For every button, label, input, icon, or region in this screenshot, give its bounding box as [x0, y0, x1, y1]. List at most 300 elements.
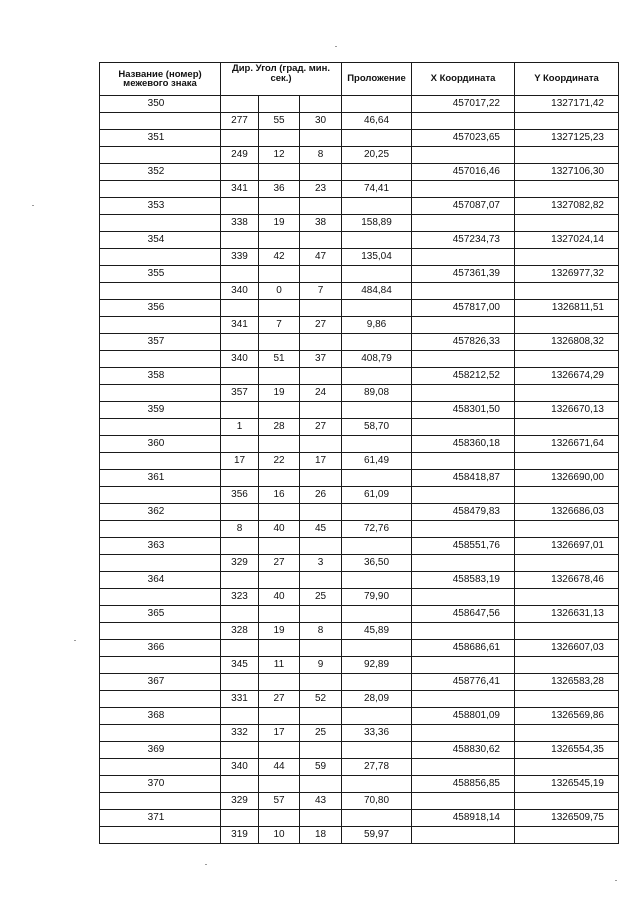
angle-min-cell: [259, 402, 300, 419]
table-row: [100, 181, 619, 198]
angle-min-cell: [259, 504, 300, 521]
point-name-cell: [100, 521, 221, 538]
table-row: [100, 810, 619, 827]
x-coordinate-cell: [412, 589, 515, 606]
angle-deg-cell: [221, 436, 259, 453]
angle-min-cell: [259, 776, 300, 793]
point-name: 356: [100, 300, 221, 317]
point-name: 360: [100, 436, 221, 453]
angle-sec-cell: [300, 504, 342, 521]
y-coordinate-cell: [515, 521, 619, 538]
angle-seconds: 23: [300, 181, 342, 198]
x-coordinate-cell: [412, 725, 515, 742]
point-name: 362: [100, 504, 221, 521]
angle-deg-cell: [221, 402, 259, 419]
y-coordinate: 1326545,19: [515, 776, 619, 793]
y-coordinate-cell: [515, 351, 619, 368]
table-row: [100, 385, 619, 402]
angle-sec-cell: [300, 300, 342, 317]
distance-cell: [342, 504, 412, 521]
table-row: [100, 572, 619, 589]
angle-min-cell: [259, 300, 300, 317]
angle-min-cell: [259, 96, 300, 113]
y-coordinate: 1326671,64: [515, 436, 619, 453]
x-coordinate: 457826,33: [412, 334, 515, 351]
angle-minutes: 11: [259, 657, 300, 674]
x-coordinate: 458360,18: [412, 436, 515, 453]
y-coordinate-cell: [515, 147, 619, 164]
table-row: [100, 657, 619, 674]
table-row: [100, 640, 619, 657]
point-name: 355: [100, 266, 221, 283]
x-coordinate: 458686,61: [412, 640, 515, 657]
angle-seconds: 52: [300, 691, 342, 708]
angle-minutes: 40: [259, 589, 300, 606]
angle-sec-cell: [300, 164, 342, 181]
distance: 33,36: [342, 725, 412, 742]
angle-seconds: 3: [300, 555, 342, 572]
distance-cell: [342, 708, 412, 725]
angle-deg-cell: [221, 130, 259, 147]
table-row: [100, 827, 619, 844]
angle-min-cell: [259, 334, 300, 351]
distance: 59,97: [342, 827, 412, 844]
distance: 79,90: [342, 589, 412, 606]
y-coordinate-cell: [515, 555, 619, 572]
angle-seconds: 38: [300, 215, 342, 232]
table-row: [100, 249, 619, 266]
angle-deg-cell: [221, 810, 259, 827]
angle-deg-cell: [221, 640, 259, 657]
x-coordinate: 458801,09: [412, 708, 515, 725]
table-row: [100, 113, 619, 130]
y-coordinate: 1327125,23: [515, 130, 619, 147]
angle-minutes: 19: [259, 385, 300, 402]
table-row: [100, 759, 619, 776]
angle-min-cell: [259, 436, 300, 453]
angle-sec-cell: [300, 96, 342, 113]
angle-degrees: 345: [221, 657, 259, 674]
angle-seconds: 59: [300, 759, 342, 776]
point-name-cell: [100, 691, 221, 708]
angle-seconds: 25: [300, 589, 342, 606]
point-name-cell: [100, 385, 221, 402]
angle-deg-cell: [221, 538, 259, 555]
distance-cell: [342, 674, 412, 691]
table-row: [100, 198, 619, 215]
angle-seconds: 9: [300, 657, 342, 674]
angle-minutes: 44: [259, 759, 300, 776]
x-coordinate-cell: [412, 249, 515, 266]
distance: 89,08: [342, 385, 412, 402]
angle-min-cell: [259, 708, 300, 725]
angle-minutes: 19: [259, 215, 300, 232]
x-coordinate: 458418,87: [412, 470, 515, 487]
scan-speck: [32, 205, 34, 206]
angle-degrees: 329: [221, 793, 259, 810]
angle-minutes: 27: [259, 555, 300, 572]
table-row: [100, 504, 619, 521]
angle-sec-cell: [300, 436, 342, 453]
angle-deg-cell: [221, 164, 259, 181]
point-name: 357: [100, 334, 221, 351]
table-row: [100, 436, 619, 453]
table-row: [100, 742, 619, 759]
y-coordinate: 1326607,03: [515, 640, 619, 657]
angle-degrees: 341: [221, 317, 259, 334]
point-name: 359: [100, 402, 221, 419]
x-coordinate: 458918,14: [412, 810, 515, 827]
boundary-coordinates-table: [99, 62, 619, 844]
distance: 61,09: [342, 487, 412, 504]
header-distance: Проложение: [342, 63, 412, 96]
point-name-cell: [100, 351, 221, 368]
distance: 70,80: [342, 793, 412, 810]
angle-minutes: 10: [259, 827, 300, 844]
y-coordinate: 1326509,75: [515, 810, 619, 827]
point-name: 363: [100, 538, 221, 555]
table-body: [100, 96, 619, 844]
y-coordinate: 1326697,01: [515, 538, 619, 555]
point-name-cell: [100, 623, 221, 640]
angle-sec-cell: [300, 198, 342, 215]
angle-degrees: 357: [221, 385, 259, 402]
distance-cell: [342, 334, 412, 351]
angle-minutes: 42: [259, 249, 300, 266]
angle-deg-cell: [221, 334, 259, 351]
point-name-cell: [100, 181, 221, 198]
angle-sec-cell: [300, 334, 342, 351]
angle-degrees: 340: [221, 351, 259, 368]
x-coordinate-cell: [412, 181, 515, 198]
distance-cell: [342, 538, 412, 555]
point-name-cell: [100, 215, 221, 232]
angle-deg-cell: [221, 266, 259, 283]
angle-degrees: 340: [221, 759, 259, 776]
point-name-cell: [100, 555, 221, 572]
angle-deg-cell: [221, 708, 259, 725]
angle-sec-cell: [300, 368, 342, 385]
point-name: 366: [100, 640, 221, 657]
x-coordinate: 457016,46: [412, 164, 515, 181]
scan-speck: [335, 46, 337, 47]
angle-deg-cell: [221, 368, 259, 385]
x-coordinate-cell: [412, 793, 515, 810]
angle-deg-cell: [221, 572, 259, 589]
table-row: [100, 300, 619, 317]
distance: 72,76: [342, 521, 412, 538]
y-coordinate-cell: [515, 589, 619, 606]
point-name-cell: [100, 419, 221, 436]
angle-min-cell: [259, 810, 300, 827]
y-coordinate-cell: [515, 759, 619, 776]
angle-minutes: 17: [259, 725, 300, 742]
table-row: [100, 623, 619, 640]
x-coordinate-cell: [412, 691, 515, 708]
x-coordinate: 458830,62: [412, 742, 515, 759]
scan-speck: [615, 880, 617, 881]
distance-cell: [342, 300, 412, 317]
distance-cell: [342, 776, 412, 793]
angle-sec-cell: [300, 674, 342, 691]
angle-seconds: 37: [300, 351, 342, 368]
angle-seconds: 27: [300, 317, 342, 334]
angle-sec-cell: [300, 232, 342, 249]
angle-degrees: 328: [221, 623, 259, 640]
y-coordinate-cell: [515, 623, 619, 640]
angle-sec-cell: [300, 606, 342, 623]
angle-degrees: 319: [221, 827, 259, 844]
x-coordinate: 458212,52: [412, 368, 515, 385]
y-coordinate: 1326670,13: [515, 402, 619, 419]
point-name: 364: [100, 572, 221, 589]
table-row: [100, 691, 619, 708]
point-name-cell: [100, 725, 221, 742]
distance-cell: [342, 470, 412, 487]
y-coordinate: 1327106,30: [515, 164, 619, 181]
x-coordinate: 458583,19: [412, 572, 515, 589]
angle-min-cell: [259, 572, 300, 589]
angle-min-cell: [259, 164, 300, 181]
angle-sec-cell: [300, 810, 342, 827]
table-row: [100, 487, 619, 504]
angle-seconds: 24: [300, 385, 342, 402]
angle-degrees: 277: [221, 113, 259, 130]
angle-minutes: 27: [259, 691, 300, 708]
distance: 135,04: [342, 249, 412, 266]
distance-cell: [342, 164, 412, 181]
y-coordinate: 1326678,46: [515, 572, 619, 589]
x-coordinate: 457817,00: [412, 300, 515, 317]
distance-cell: [342, 810, 412, 827]
angle-seconds: 47: [300, 249, 342, 266]
y-coordinate-cell: [515, 827, 619, 844]
header-row: [100, 63, 619, 96]
angle-seconds: 43: [300, 793, 342, 810]
point-name: 361: [100, 470, 221, 487]
angle-seconds: 25: [300, 725, 342, 742]
table-row: [100, 606, 619, 623]
angle-minutes: 12: [259, 147, 300, 164]
angle-deg-cell: [221, 742, 259, 759]
point-name-cell: [100, 113, 221, 130]
header-mark-name: Название (номер) межевого знака: [100, 63, 221, 96]
angle-minutes: 57: [259, 793, 300, 810]
angle-degrees: 339: [221, 249, 259, 266]
angle-degrees: 329: [221, 555, 259, 572]
angle-sec-cell: [300, 538, 342, 555]
table-row: [100, 419, 619, 436]
distance: 158,89: [342, 215, 412, 232]
angle-seconds: 30: [300, 113, 342, 130]
angle-minutes: 22: [259, 453, 300, 470]
angle-min-cell: [259, 232, 300, 249]
angle-degrees: 340: [221, 283, 259, 300]
y-coordinate-cell: [515, 419, 619, 436]
table-row: [100, 232, 619, 249]
angle-sec-cell: [300, 776, 342, 793]
distance: 408,79: [342, 351, 412, 368]
x-coordinate-cell: [412, 351, 515, 368]
angle-min-cell: [259, 538, 300, 555]
point-name-cell: [100, 487, 221, 504]
angle-minutes: 19: [259, 623, 300, 640]
angle-seconds: 7: [300, 283, 342, 300]
y-coordinate-cell: [515, 113, 619, 130]
point-name-cell: [100, 317, 221, 334]
x-coordinate: 457023,65: [412, 130, 515, 147]
y-coordinate-cell: [515, 181, 619, 198]
angle-degrees: 8: [221, 521, 259, 538]
x-coordinate-cell: [412, 487, 515, 504]
scan-speck: [74, 640, 76, 641]
y-coordinate: 1326808,32: [515, 334, 619, 351]
x-coordinate: 458776,41: [412, 674, 515, 691]
distance: 36,50: [342, 555, 412, 572]
distance: 28,09: [342, 691, 412, 708]
distance: 484,84: [342, 283, 412, 300]
y-coordinate: 1326977,32: [515, 266, 619, 283]
table-row: [100, 708, 619, 725]
angle-deg-cell: [221, 776, 259, 793]
point-name-cell: [100, 147, 221, 164]
angle-deg-cell: [221, 232, 259, 249]
point-name: 354: [100, 232, 221, 249]
angle-deg-cell: [221, 300, 259, 317]
angle-sec-cell: [300, 266, 342, 283]
angle-sec-cell: [300, 742, 342, 759]
angle-degrees: 332: [221, 725, 259, 742]
y-coordinate-cell: [515, 385, 619, 402]
y-coordinate-cell: [515, 657, 619, 674]
point-name: 369: [100, 742, 221, 759]
header-dir-angle: Дир. Угол (град. мин. сек.): [221, 63, 342, 96]
angle-min-cell: [259, 742, 300, 759]
y-coordinate-cell: [515, 725, 619, 742]
y-coordinate: 1326674,29: [515, 368, 619, 385]
table-row: [100, 776, 619, 793]
point-name: 368: [100, 708, 221, 725]
x-coordinate: 458301,50: [412, 402, 515, 419]
angle-minutes: 36: [259, 181, 300, 198]
x-coordinate-cell: [412, 555, 515, 572]
x-coordinate-cell: [412, 657, 515, 674]
table-row: [100, 521, 619, 538]
distance-cell: [342, 368, 412, 385]
angle-sec-cell: [300, 708, 342, 725]
angle-deg-cell: [221, 504, 259, 521]
distance-cell: [342, 640, 412, 657]
table-row: [100, 266, 619, 283]
y-coordinate: 1326583,28: [515, 674, 619, 691]
distance-cell: [342, 198, 412, 215]
angle-minutes: 16: [259, 487, 300, 504]
distance-cell: [342, 742, 412, 759]
distance: 45,89: [342, 623, 412, 640]
point-name-cell: [100, 759, 221, 776]
y-coordinate: 1326569,86: [515, 708, 619, 725]
y-coordinate: 1326811,51: [515, 300, 619, 317]
angle-degrees: 249: [221, 147, 259, 164]
x-coordinate-cell: [412, 385, 515, 402]
y-coordinate: 1326554,35: [515, 742, 619, 759]
angle-minutes: 0: [259, 283, 300, 300]
x-coordinate-cell: [412, 521, 515, 538]
angle-seconds: 8: [300, 623, 342, 640]
angle-degrees: 356: [221, 487, 259, 504]
distance-cell: [342, 436, 412, 453]
angle-deg-cell: [221, 606, 259, 623]
x-coordinate: 457234,73: [412, 232, 515, 249]
point-name: 367: [100, 674, 221, 691]
distance-cell: [342, 266, 412, 283]
y-coordinate-cell: [515, 249, 619, 266]
table-row: [100, 334, 619, 351]
x-coordinate-cell: [412, 827, 515, 844]
point-name: 370: [100, 776, 221, 793]
angle-min-cell: [259, 674, 300, 691]
table-row: [100, 674, 619, 691]
angle-min-cell: [259, 130, 300, 147]
point-name: 371: [100, 810, 221, 827]
header-x-coordinate: X Координата: [412, 63, 515, 96]
table-row: [100, 453, 619, 470]
distance: 58,70: [342, 419, 412, 436]
angle-deg-cell: [221, 674, 259, 691]
x-coordinate-cell: [412, 317, 515, 334]
distance-cell: [342, 232, 412, 249]
table-row: [100, 555, 619, 572]
x-coordinate: 458551,76: [412, 538, 515, 555]
table-row: [100, 402, 619, 419]
distance-cell: [342, 130, 412, 147]
angle-sec-cell: [300, 130, 342, 147]
distance: 27,78: [342, 759, 412, 776]
y-coordinate: 1327082,82: [515, 198, 619, 215]
angle-seconds: 45: [300, 521, 342, 538]
y-coordinate-cell: [515, 793, 619, 810]
table-row: [100, 130, 619, 147]
y-coordinate: 1327171,42: [515, 96, 619, 113]
angle-min-cell: [259, 368, 300, 385]
angle-seconds: 27: [300, 419, 342, 436]
y-coordinate: 1327024,14: [515, 232, 619, 249]
x-coordinate: 457017,22: [412, 96, 515, 113]
angle-seconds: 18: [300, 827, 342, 844]
point-name: 352: [100, 164, 221, 181]
x-coordinate-cell: [412, 419, 515, 436]
angle-seconds: 8: [300, 147, 342, 164]
table-row: [100, 368, 619, 385]
table-row: [100, 96, 619, 113]
angle-minutes: 55: [259, 113, 300, 130]
point-name-cell: [100, 283, 221, 300]
distance: 9,86: [342, 317, 412, 334]
point-name: 365: [100, 606, 221, 623]
point-name: 350: [100, 96, 221, 113]
angle-sec-cell: [300, 640, 342, 657]
angle-degrees: 341: [221, 181, 259, 198]
table-row: [100, 470, 619, 487]
header-y-coordinate: Y Координата: [515, 63, 619, 96]
angle-minutes: 28: [259, 419, 300, 436]
table-row: [100, 147, 619, 164]
y-coordinate-cell: [515, 691, 619, 708]
y-coordinate-cell: [515, 317, 619, 334]
distance: 46,64: [342, 113, 412, 130]
x-coordinate-cell: [412, 283, 515, 300]
table-row: [100, 793, 619, 810]
